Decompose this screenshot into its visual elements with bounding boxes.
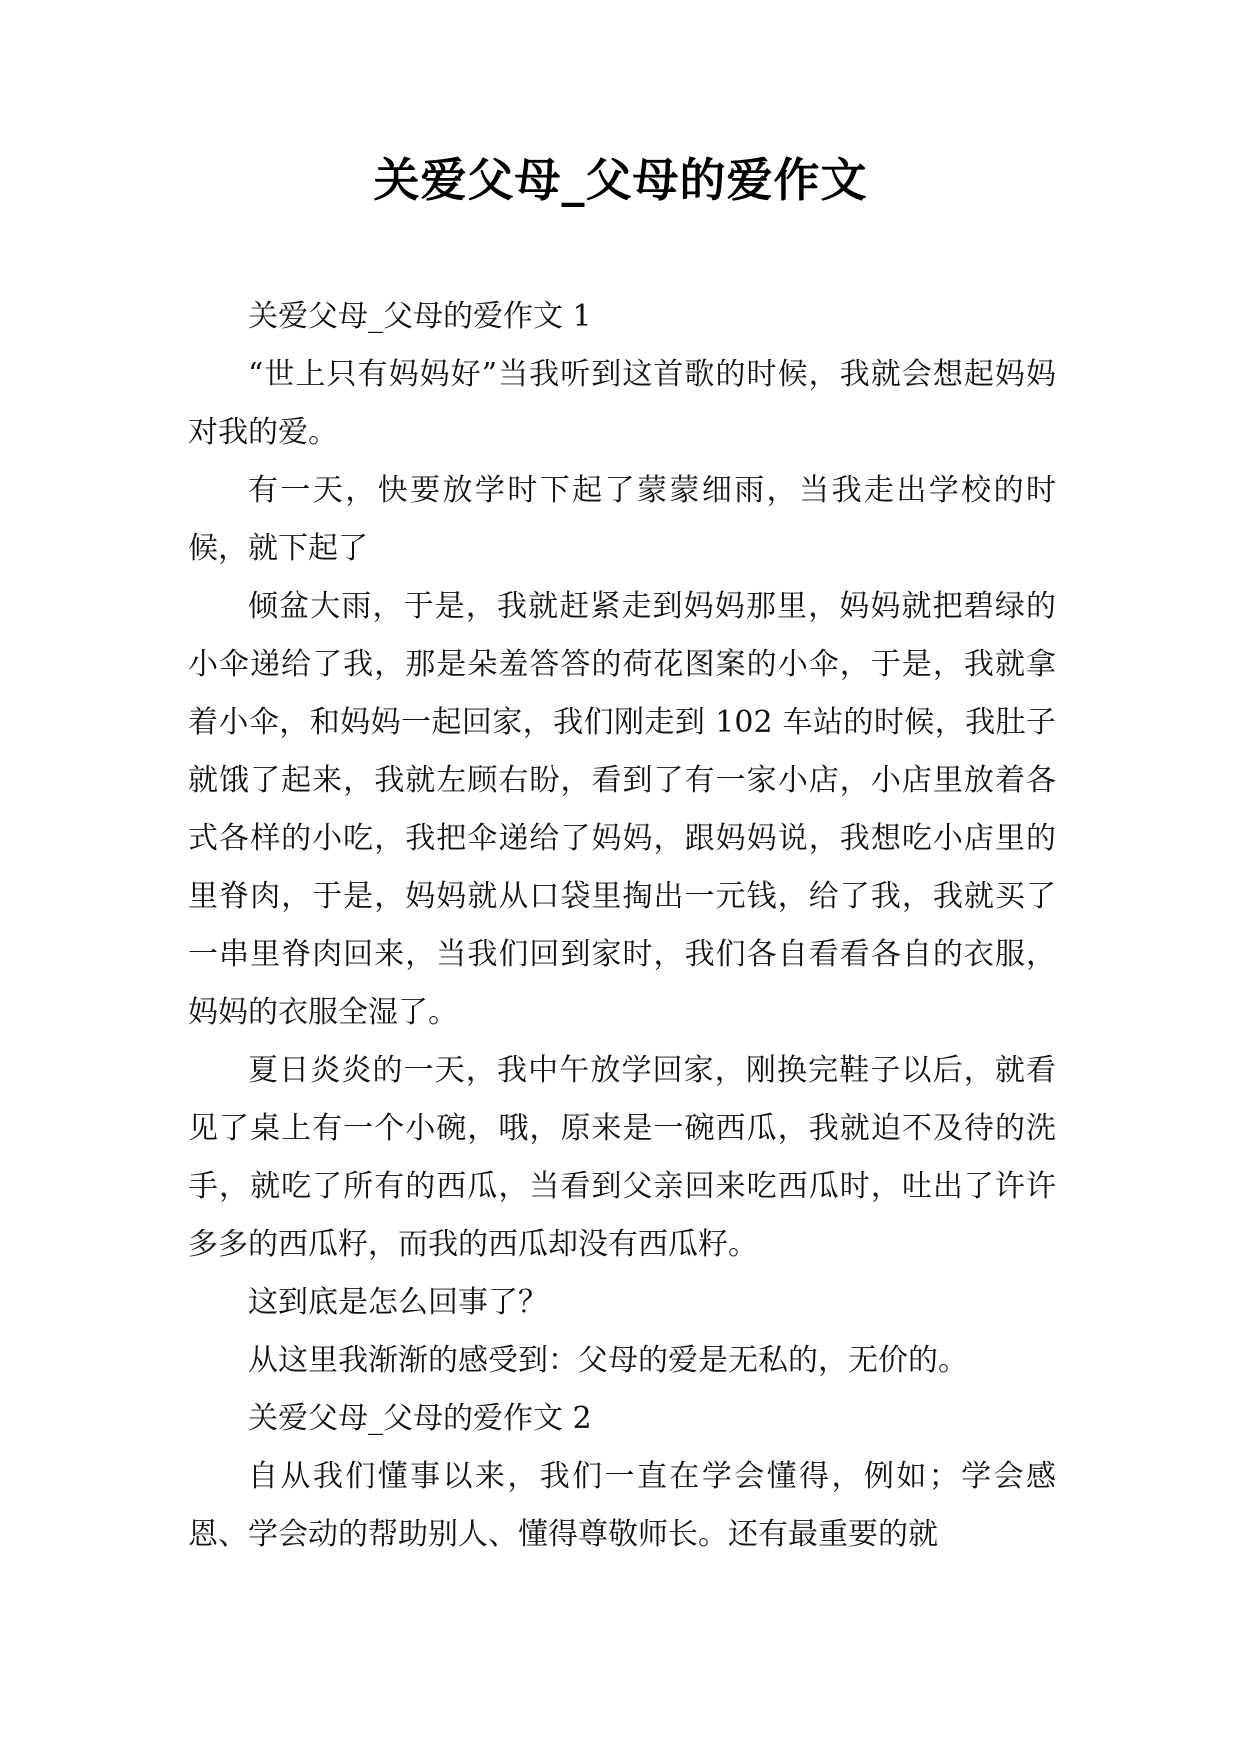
document-title: 关爱父母_父母的爱作文 <box>373 153 868 207</box>
paragraph: 有一天，快要放学时下起了蒙蒙细雨，当我走出学校的时候，就下起了 <box>188 473 1056 566</box>
section-heading: 关爱父母_父母的爱作文 1 <box>248 299 592 334</box>
paragraph: 这到底是怎么回事了？ <box>248 1285 548 1320</box>
paragraph: “世上只有妈妈好”当我听到这首歌的时候，我就会想起妈妈对我的爱。 <box>188 357 1056 450</box>
paragraph: 自从我们懂事以来，我们一直在学会懂得，例如；学会感恩、学会动的帮助别人、懂得尊敬师长。还有最重要的就 <box>188 1459 1056 1552</box>
document-body <box>188 288 1056 1564</box>
paragraph: 倾盆大雨，于是，我就赶紧走到妈妈那里，妈妈就把碧绿的小伞递给了我，那是朵羞答答的荷花图案的小伞，于是，我就拿着小伞，和妈妈一起回家，我们刚走到 102 车站的时候，我肚子就饿了起来，我就左顾右盼，看到了有一家小店，小店里放着各式各样的小吃，我把伞递给了妈妈，跟妈妈说，我想吃小店里的里脊肉，于是，妈妈就从口袋里掏出一元钱，给了我，我就买了一串里脊肉回来，当我们回到家时，我们各自看看各自的衣服，妈妈的衣服全湿了。 <box>188 589 1056 1030</box>
paragraph: 夏日炎炎的一天，我中午放学回家，刚换完鞋子以后，就看见了桌上有一个小碗，哦，原来是一碗西瓜，我就迫不及待的洗手，就吃了所有的西瓜，当看到父亲回来吃西瓜时，吐出了许许多多的西瓜籽，而我的西瓜却没有西瓜籽。 <box>188 1053 1056 1262</box>
paragraph: 从这里我渐渐的感受到：父母的爱是无私的，无价的。 <box>248 1343 968 1378</box>
section-heading: 关爱父母_父母的爱作文 2 <box>248 1401 592 1436</box>
